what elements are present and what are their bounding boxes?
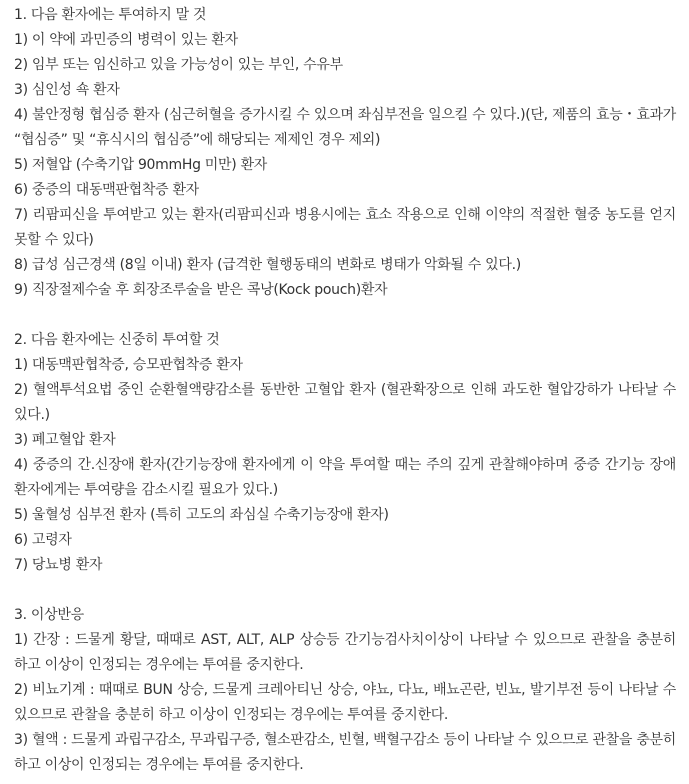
list-item: 4) 중증의 간.신장애 환자(간기능장애 환자에게 이 약을 투여할 때는 주의 깊게 관찰해야하며 중증 간기능 장애 환자에게는 투여량을 감소시킬 필요가 있다.) (14, 457, 676, 498)
list-item: 2) 임부 또는 임신하고 있을 가능성이 있는 부인, 수유부 (14, 57, 343, 73)
list-item: 1) 대동맥판협착증, 승모판협착증 환자 (14, 357, 243, 373)
section-heading: 1. 다음 환자에는 투여하지 말 것 (14, 7, 207, 23)
list-item: 2) 비뇨기계 : 때때로 BUN 상승, 드물게 크레아티닌 상승, 야뇨, 다뇨, 배뇨곤란, 빈뇨, 발기부전 등이 나타날 수 있으므로 관찰을 충분히 하고 이상이 인정되는 경우에는 투여를 중지한다. (14, 682, 676, 723)
list-item: 8) 급성 심근경색 (8일 이내) 환자 (급격한 혈행동태의 변화로 병태가 악화될 수 있다.) (14, 257, 521, 273)
list-item: 6) 중증의 대동맥판협착증 환자 (14, 182, 199, 198)
section-caution (14, 328, 676, 578)
section-spacer (14, 303, 676, 328)
list-item: 3) 폐고혈압 환자 (14, 432, 116, 448)
list-item: 6) 고령자 (14, 532, 72, 548)
list-item: 4) 불안정형 협심증 환자 (심근허혈을 증가시킬 수 있으며 좌심부전을 일으킬 수 있다.)(단, 제품의 효능・효과가 “협심증” 및 “휴식시의 협심증”에 해당되는 제제인 경우 제외) (14, 107, 676, 148)
list-item: 7) 당뇨병 환자 (14, 557, 103, 573)
list-item: 9) 직장절제수술 후 회장조루술을 받은 콕낭(Kock pouch)환자 (14, 282, 388, 298)
list-item: 1) 이 약에 과민증의 병력이 있는 환자 (14, 32, 238, 48)
list-item: 3) 심인성 쇽 환자 (14, 82, 120, 98)
document-body (14, 3, 676, 778)
list-item: 1) 간장 : 드물게 황달, 때때로 AST, ALT, ALP 상승등 간기능검사치이상이 나타날 수 있으므로 관찰을 충분히 하고 이상이 인정되는 경우에는 투여를 중지한다. (14, 632, 676, 673)
list-item: 5) 울혈성 심부전 환자 (특히 고도의 좌심실 수축기능장애 환자) (14, 507, 389, 523)
list-item: 2) 혈액투석요법 중인 순환혈액량감소를 동반한 고혈압 환자 (혈관확장으로 인해 과도한 혈압강하가 나타날 수 있다.) (14, 382, 676, 423)
list-item: 7) 리팜피신을 투여받고 있는 환자(리팜피신과 병용시에는 효소 작용으로 인해 이약의 적절한 혈중 농도를 얻지 못할 수 있다) (14, 207, 676, 248)
list-item: 5) 저혈압 (수축기압 90mmHg 미만) 환자 (14, 157, 268, 173)
section-heading: 3. 이상반응 (14, 607, 84, 623)
section-adverse-reactions (14, 603, 676, 778)
section-spacer (14, 578, 676, 603)
section-heading: 2. 다음 환자에는 신중히 투여할 것 (14, 332, 220, 348)
section-contraindications (14, 3, 676, 303)
list-item: 3) 혈액 : 드물게 과립구감소, 무과립구증, 혈소판감소, 빈혈, 백혈구감소 등이 나타날 수 있으므로 관찰을 충분히 하고 이상이 인정되는 경우에는 투여를 중지한다. (14, 732, 676, 773)
